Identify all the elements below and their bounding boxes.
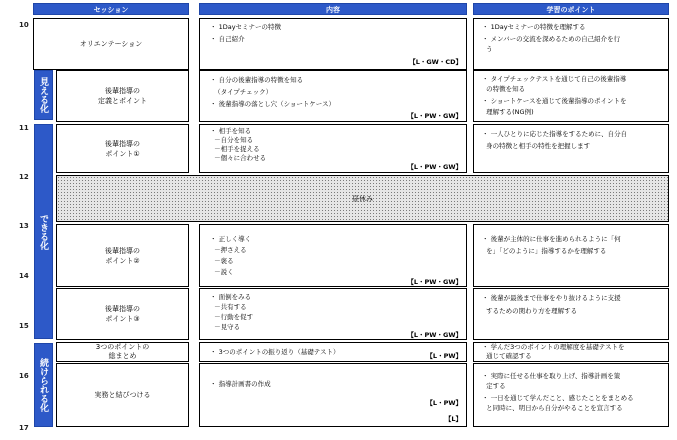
point-line: の特徴を知る (482, 85, 526, 93)
content-line: －行動を促す (210, 313, 254, 321)
content-line: －共有する (210, 303, 247, 311)
point-line: と同時に、明日から自分がやることを宣言する (482, 404, 623, 412)
lunch-label: 昼休み (352, 194, 373, 203)
session-orientation: オリエンテーション (33, 18, 189, 70)
content-line: ・ 自己紹介 (210, 35, 245, 43)
method-tag: 【L・PW・GW】 (407, 163, 462, 171)
session-definition: 後輩指導の 定義とポイント (56, 70, 189, 122)
point-line: 通じて確認する (482, 352, 532, 360)
point-line: 身の特徴と相手の特性を把握します (482, 142, 591, 150)
time-label: 14 (19, 272, 29, 280)
time-label: 11 (19, 124, 29, 132)
header-points: 学習のポイント (473, 3, 669, 15)
time-label: 17 (19, 424, 29, 432)
method-tag: 【L・PW・GW】 (407, 278, 462, 286)
point-line: ・ 学んだ3つのポイントの理解度を基礎テストを (482, 343, 625, 351)
content-cell (199, 224, 467, 287)
point-line: を」「どのように」指導するかを理解する (482, 247, 607, 255)
content-line: （タイプチェック） (210, 88, 273, 96)
content-line: －自分を知る (210, 136, 254, 144)
point-line: ・ 一人ひとりに応じた指導をするために、自分自 (482, 130, 628, 138)
session-practice: 実務と結びつける (56, 363, 189, 427)
method-tag: 【L・PW・GW】 (407, 112, 462, 120)
points-cell (473, 288, 669, 340)
header-session: セッション (33, 3, 189, 15)
content-line: －褒る (210, 257, 234, 265)
session-point-1: 後輩指導の ポイント① (56, 124, 189, 173)
content-line: －見守る (210, 323, 241, 331)
content-line: ・ 相手を知る (210, 127, 252, 135)
time-label: 10 (19, 21, 29, 29)
method-tag: 【L】 (444, 415, 462, 423)
time-label: 12 (19, 173, 29, 181)
point-line: ・ 後輩が最後まで仕事をやり抜けるように支援 (482, 294, 621, 302)
method-tag: 【L・PW】 (426, 399, 462, 407)
content-line: －説く (210, 268, 234, 276)
session-summary: 3つのポイントの 総まとめ (56, 342, 189, 362)
content-line: ・ 3つのポイントの振り返り（基礎テスト） (210, 348, 340, 356)
time-label: 13 (19, 222, 29, 230)
content-cell (199, 363, 467, 427)
method-tag: 【L・PW】 (426, 352, 462, 360)
point-line: 定する (482, 382, 506, 390)
content-cell (199, 124, 467, 173)
content-cell (199, 288, 467, 340)
points-cell (473, 342, 669, 362)
points-cell (473, 363, 669, 427)
content-line: ・ 1Dayセミナーの特徴 (210, 23, 282, 31)
content-line: －個々に合わせる (210, 154, 267, 162)
point-line: ・ 後輩が主体的に仕事を進められるように「何 (482, 235, 621, 243)
session-point-2: 後輩指導の ポイント② (56, 224, 189, 287)
content-cell (199, 70, 467, 122)
content-line: －押さえる (210, 246, 247, 254)
point-line: ・ 実際に任せる仕事を取り上げ、指導計画を策 (482, 372, 621, 380)
content-cell (199, 18, 467, 70)
content-line: －相手を捉える (210, 145, 260, 153)
method-tag: 【L・PW・GW】 (407, 331, 462, 339)
points-cell (473, 18, 669, 70)
point-line: ・ 一日を通じて学んだこと、感じたことをまとめる (482, 394, 634, 402)
time-label: 15 (19, 322, 29, 330)
points-cell (473, 224, 669, 287)
content-line: ・ 自分の後輩指導の特徴を知る (210, 76, 304, 84)
content-line: ・ 正しく導く (210, 235, 252, 243)
phase-capable: できる化 (34, 124, 53, 339)
header-content: 内容 (199, 3, 467, 15)
content-line: ・ 後輩指導の落とし穴（ショートケース） (210, 100, 335, 108)
points-cell (473, 124, 669, 173)
time-label: 16 (19, 372, 29, 380)
content-line: ・ 指導計画書の作成 (210, 380, 271, 388)
point-line: ・ 1Dayセミナーの特徴を理解する (482, 23, 586, 31)
point-line: う (482, 45, 493, 53)
session-point-3: 後輩指導の ポイント③ (56, 288, 189, 340)
point-line: ・ タイプチェックテストを通じて自己の後輩指導 (482, 75, 627, 83)
phase-visualize: 見える化 (34, 70, 53, 120)
content-cell (199, 342, 467, 362)
point-line: ・ ショートケースを通じて後輩指導のポイントを (482, 97, 627, 105)
lunch-break (56, 175, 669, 222)
method-tag: 【L・GW・CD】 (409, 58, 462, 66)
point-line: ・ メンバーの交流を深めるための自己紹介を行 (482, 35, 621, 43)
point-line: 理解する(NG例) (482, 108, 534, 116)
points-cell (473, 70, 669, 122)
content-line: ・ 面倒をみる (210, 293, 252, 301)
phase-continue: 続けられる化 (34, 343, 53, 427)
point-line: するための関わり方を理解する (482, 307, 578, 315)
